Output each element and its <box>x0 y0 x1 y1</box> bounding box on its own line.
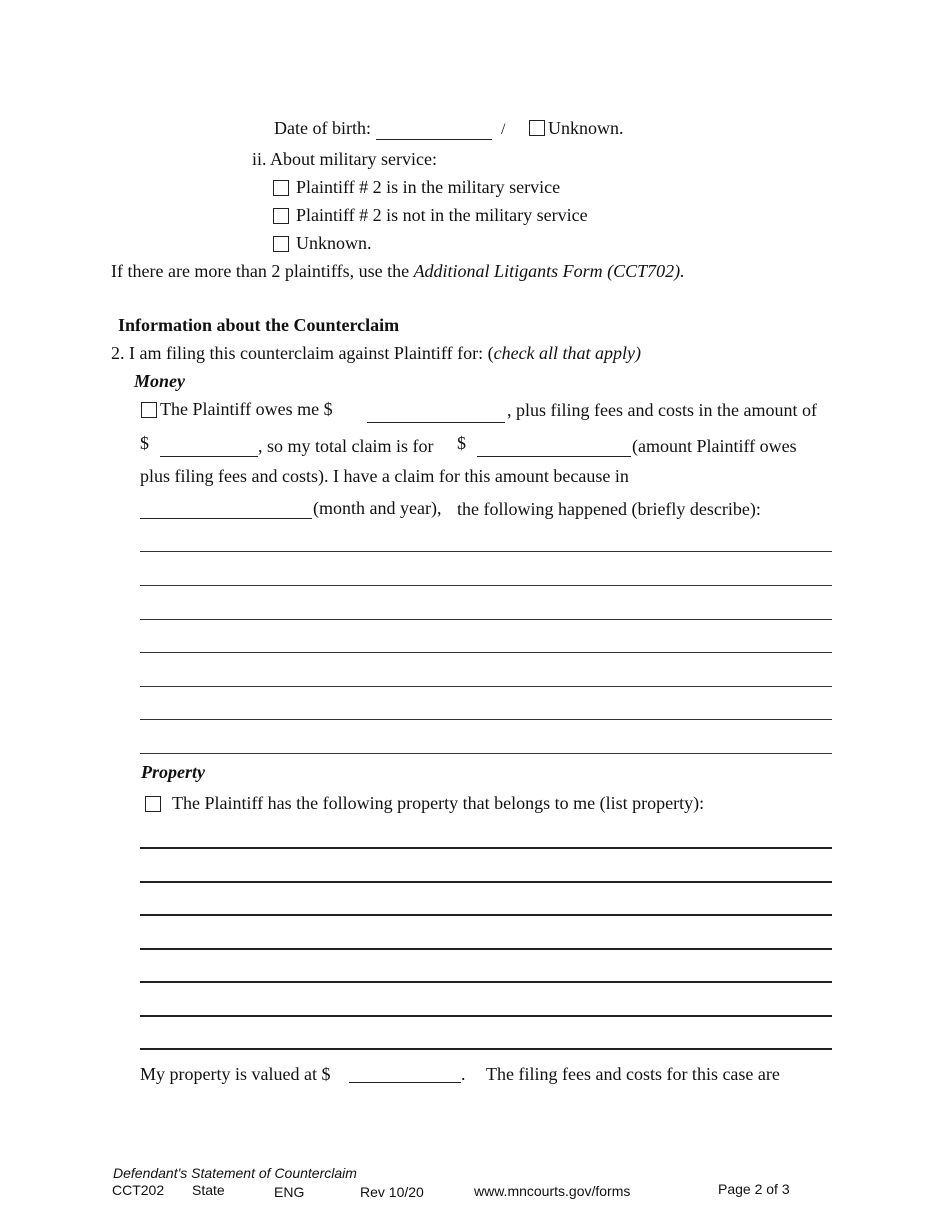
additional-litigants-form-name: Additional Litigants Form (CCT702). <box>413 261 685 281</box>
footer-jurisdiction: State <box>192 1182 225 1198</box>
date-of-birth-field[interactable] <box>376 139 492 140</box>
property-list-line[interactable] <box>140 948 832 950</box>
military-not-in-service-checkbox[interactable] <box>273 208 289 224</box>
happened-text: the following happened (briefly describe): <box>457 499 761 519</box>
property-list-line[interactable] <box>140 847 832 849</box>
property-checkbox[interactable] <box>145 796 161 812</box>
birth-unknown-checkbox[interactable] <box>529 120 545 136</box>
money-description-line[interactable] <box>140 719 832 720</box>
money-description-line[interactable] <box>140 585 832 586</box>
footer-revision: Rev 10/20 <box>360 1184 424 1200</box>
more-plaintiffs-note <box>111 260 685 282</box>
reason-line-text: plus filing fees and costs). I have a claim for this amount because in <box>140 466 629 486</box>
fees-dollar-sign: $ <box>140 433 149 453</box>
money-owed-checkbox[interactable] <box>141 402 157 418</box>
military-not-in-service-label: Plaintiff # 2 is not in the military service <box>296 205 588 225</box>
money-description-line[interactable] <box>140 652 832 653</box>
amount-owes-text: (amount Plaintiff owes <box>632 436 797 456</box>
property-list-line[interactable] <box>140 914 832 916</box>
property-valued-label: My property is valued at $ <box>140 1064 331 1084</box>
footer-page-number: Page 2 of 3 <box>718 1181 790 1197</box>
money-owed-amount-field[interactable] <box>367 422 505 423</box>
military-heading: ii. About military service: <box>252 149 437 169</box>
filing-fees-text: The filing fees and costs for this case are <box>486 1064 780 1084</box>
counterclaim-item-hint: check all that apply) <box>493 343 642 363</box>
military-in-service-label: Plaintiff # 2 is in the military service <box>296 177 561 197</box>
plus-fees-text: , plus filing fees and costs in the amount of <box>507 400 817 420</box>
counterclaim-item <box>111 342 641 364</box>
property-value-field[interactable] <box>349 1082 461 1083</box>
money-description-line[interactable] <box>140 686 832 687</box>
total-claim-text: , so my total claim is for <box>258 436 434 456</box>
property-list-line[interactable] <box>140 1048 832 1050</box>
money-description-line[interactable] <box>140 619 832 620</box>
counterclaim-item-text: 2. I am filing this counterclaim against Plaintiff for: ( <box>111 343 494 363</box>
military-in-service-checkbox[interactable] <box>273 180 289 196</box>
money-description-line[interactable] <box>140 753 832 754</box>
money-description-line[interactable] <box>140 551 832 552</box>
military-unknown-label: Unknown. <box>296 233 372 253</box>
date-of-birth-label: Date of birth: <box>274 118 371 138</box>
footer-url[interactable]: www.mncourts.gov/forms <box>474 1183 631 1199</box>
counterclaim-heading: Information about the Counterclaim <box>118 315 400 335</box>
total-dollar-sign: $ <box>457 433 466 453</box>
property-list-line[interactable] <box>140 1015 832 1017</box>
month-year-field[interactable] <box>140 518 312 519</box>
footer-form-code: CCT202 <box>112 1182 165 1198</box>
more-plaintiffs-text: If there are more than 2 plaintiffs, use the <box>111 261 410 281</box>
military-unknown-checkbox[interactable] <box>273 236 289 252</box>
money-owes-label: The Plaintiff owes me $ <box>160 399 333 419</box>
month-year-label: (month and year), <box>313 498 442 518</box>
footer-language: ENG <box>274 1184 305 1200</box>
fees-amount-field[interactable] <box>160 456 258 457</box>
property-heading: Property <box>141 762 205 782</box>
property-valued-period: . <box>461 1064 466 1084</box>
date-separator: / <box>501 121 506 138</box>
birth-unknown-label: Unknown. <box>548 118 624 138</box>
property-list-line[interactable] <box>140 981 832 983</box>
property-list-line[interactable] <box>140 881 832 883</box>
property-has-label: The Plaintiff has the following property that belongs to me (list property): <box>172 793 705 813</box>
money-heading: Money <box>134 371 185 391</box>
footer-form-title: Defendant's Statement of Counterclaim <box>113 1165 357 1181</box>
total-claim-amount-field[interactable] <box>477 456 631 457</box>
